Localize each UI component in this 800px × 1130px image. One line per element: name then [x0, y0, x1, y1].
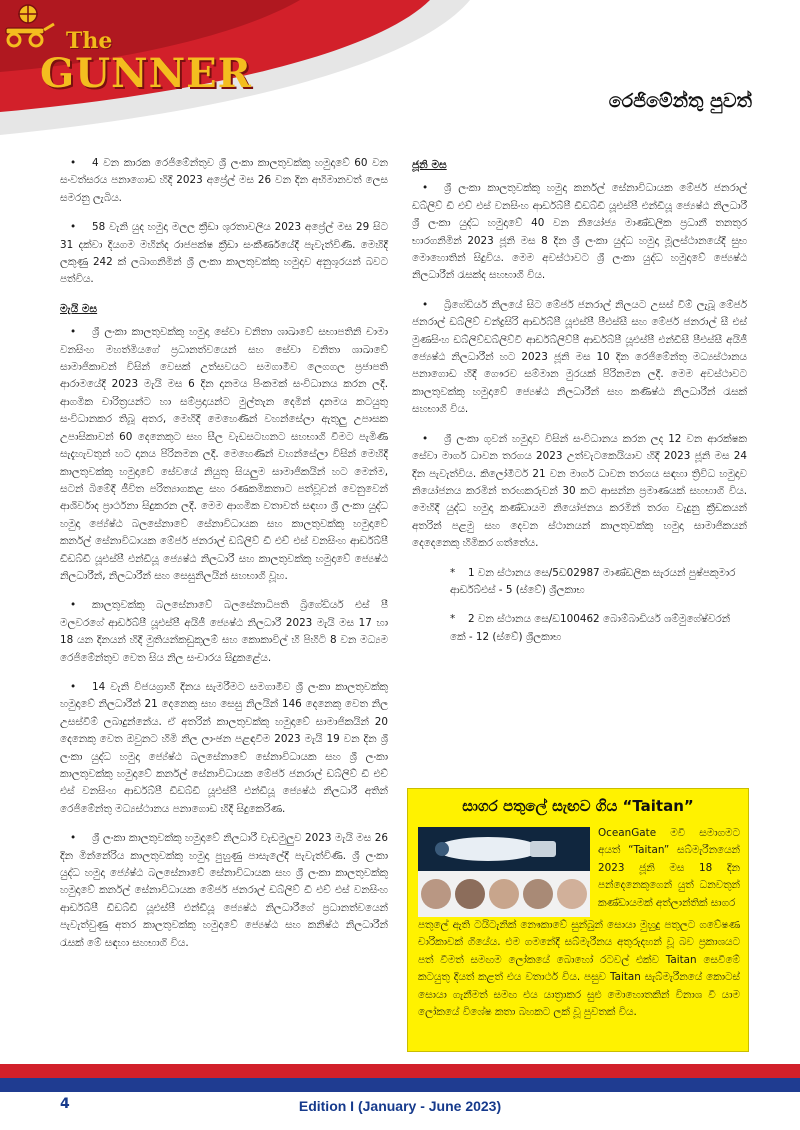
news-item	[60, 155, 388, 207]
bullet-icon: •	[422, 298, 429, 311]
info-box-title: සාගර පතුලේ සැඟව ගිය “Taitan”	[462, 797, 694, 815]
news-text: ශ්‍රී ලංකා ගුවන් හමුදාව විසින් සංවිධානය කරන ලද 12 වන ආරක්ෂක සේවා මාර්ග ධාවන තරගය 2023 උත්වැටකෙයියාව හිදී 2023 ජූනි මස 24 දින පැවැත්විය. කිලෝමීටර් 21 වන මාර්ග ධාවන තරගය සඳහා ත්‍රිවිධ හමුදාව නියෝජනය කරමින් තරඟකරුවන් 30 කට ආසන්න ප්‍රමාණයක් සහභාගි විය. මෙහිදී යුද්ධ හමුදා කණ්ඩායම නියෝජනය කරමින් තරග වැදුනු ක්‍රීඩකයන් අතරින් පළමු සහ දෙවන ස්ථානයන් කාලතුවක්කු හමුදා සාමාජිකයන් දෙදෙනෙකු හිමිකර ගත්තේය.	[412, 432, 747, 550]
submarine-photo	[418, 827, 590, 917]
section-title: රෙජිමේන්තු පුවත්	[608, 90, 752, 112]
news-item	[412, 180, 747, 284]
bullet-icon: •	[422, 432, 429, 445]
winner-entry	[450, 565, 747, 600]
info-box-text-bottom: පතුලේ ඇති ටයිටැනික් නෞකාවේ සුන්බුන් සොයා මුහුදු පතුලට ගවේෂණ චාරිකාවක් ගියේය. එම ගමනේදී සබ්මැරීනය අතුරුදහන් වූ බව ප්‍රකාශයට පත් වීමත් සමඟම ලෝකයේ බොහෝ රටවල් එක්ව Taitan සෙවීමේ කටයුතු දියත් කළත් එය වතාර්ථ විය. පසුව Taitan සැබ්මැරීනයේ කොටස් සොයා ගැනීමත් සමඟ එය යාත්‍රාකර සුළු මොහොතකින් විනාශ වී යාම ලෝකයේ විශේෂ කතා බහකට ලක් වූ පුවතක් විය.	[418, 919, 740, 1019]
edition-label: Edition I (January - June 2023)	[298, 1098, 502, 1114]
winner-entry	[450, 611, 747, 646]
star-icon: *	[450, 613, 456, 626]
bullet-icon: •	[422, 182, 429, 195]
footer-stripes	[0, 1064, 800, 1130]
right-column	[412, 155, 747, 658]
titan-info-box	[407, 788, 749, 1052]
winner-text: 2 වන ස්ථානය සෙ/ඩ100462 බොම්බාඩියර් ශම්මුගේෂ්වරන් කේ - 12 (ස්වේ) ශ්‍රීලකාභ	[450, 613, 731, 643]
bullet-icon: •	[70, 326, 77, 339]
star-icon: *	[450, 566, 456, 579]
logo-the: The	[66, 28, 113, 54]
news-item	[412, 297, 747, 419]
bullet-icon: •	[70, 599, 77, 612]
left-column	[60, 155, 388, 964]
news-text: 58 වැනි යුද හමුදා මලල ක්‍රීඩා ශුරතාවලිය 2023 අප්‍රේල් මස 29 සිට 31 දක්වා දියගම මහින්ද රාජපක්ෂ ක්‍රීඩා සංකීර්ණයේදී පැවැත්විණි. මෙහිදී ලකුණු 242 ක් ලබාගනිමින් ශ්‍රී ලංකා කාලතුවක්කු හමුදාව අනුශූරයන් බවට පත්විය.	[60, 221, 388, 286]
winner-text: 1 වන ස්ථානය සෙ/5ඩ02987 මාණ්ඩලික සැරයන් පුෂ්පකුමාර ආර්ඩබ්එස් - 5 (ස්වේ) ශ්‍රීලකාභ	[450, 566, 736, 596]
news-text: කාලතුවක්කු බලසේනාවේ බලසේනාධිපති බ්‍රිගේඩියර් එස් පී මලවරගේ ආර්ඩබ්පී යූඑස්පී අයිජී ජ්‍යෙෂ්ඨ නිලධාරී 2023 මැයි මස 17 හා 18 යන දිනයන් හිදී මුතියන්කඩුකුලම් සහ කොකාවිල් හි පිහිටි 8 වන මධ්‍යම රෙජිමේන්තුව වෙත සිය නිල සංචාරය සිදුකළේය.	[60, 599, 388, 664]
news-item	[60, 597, 388, 667]
news-text: 4 වන කාරක රෙජිමේන්තුව ශ්‍රී ලංකා කාලතුවක්කු හමුදාවේ 60 වන සංවත්සරය පනාගොඩ හිදී 2023 අප්‍රේල් මස 26 වන දින අභිමානවත් ලෙස සමරනු ලැබිය.	[60, 157, 388, 204]
info-box-text-right: OceanGate මවී සමාගමට අයත් “Taitan” සබ්මැරීනයෙන් 2023 ජූනි මස 18 දින පන්දෙනෙකුගෙන් යුත් ධනවතුන් කණ්ඩායමක් අත්ලාන්තික් සාගර	[598, 827, 740, 909]
page-number: 4	[60, 1096, 70, 1112]
bullet-icon: •	[70, 680, 77, 693]
news-text: 14 වැනි විජයග්‍රාහී දිනය සැමරීමට සමගාමීව ශ්‍රී ලංකා කාලතුවක්කු හමුදාවේ නිලධාරීන් 21 දෙනෙකු සහ සෙසු නිලයින් 146 දෙනෙකු වෙත නිල උසස්වීම් ලබාදුන්නේය. ඒ අතරින් කාලතුවක්කු හමුදාවේ සාමාජිකයින් 20 දෙනෙකු වෙත ඔවුනට හිමි නිල ලාංඡන පළඳවීම 2023 මැයි 19 වන දින ශ්‍රී ලංකා යුද්ධ හමුදා ජ්‍යේෂ්ඨ බලසේනාවේ සේනාවිධායක සහ ශ්‍රී ලංකා කාලතුවක්කු හමුදාවේ කර්නල් සේනාවිධායක මේජර් ජනරාල් ඩබ්ලිව් ඩී එච් එස් වනසිංහ ආර්ඩබ්පී ඩීඩබ්ඩී යූඑස්පී එන්ඩීයූ ජ්‍යෙෂ්ඨ නිලධාරී අතින් රෙජිමේන්තු මධ්‍යස්ථානය පනාගොඩ හිදී සිදුකෙරිණ.	[60, 680, 388, 815]
bullet-icon: •	[70, 157, 77, 169]
subheading-may: මැයි මස	[60, 302, 98, 315]
news-item	[60, 830, 388, 952]
artillery-crest-icon	[0, 0, 56, 48]
news-text: ශ්‍රී ලංකා කාලතුවක්කු හමුදා සේවා වනිතා ශාඛාවේ සභාපතිනි චාමා වනසිංහ මහත්මියගේ ප්‍රධානත්වයෙන් සහ සේවා වනිතා ශාඛාවේ සාමාජිකාවන් විසින් වෙසක් උත්සවයට සමගාමීව ලෙගගල ප්‍රජාපති ආරාමයේදී 2023 මැයි මස 6 දින දානමය පිංකමක් සංවිධානය කරන ලදී. ආගමික චාරිත්‍රයන්ට හා සම්ප්‍රදායන්ට මුල්තැන දෙමින් දානමය කටයුතු සංවිධානකර තිබූ අතර, මෙහිදී මෙහෙණින් වහන්සේලා ඇතුලු උපාසක උපාසිකාවන් 60 දෙනෙකුට සහ සීල වැඩසටහනට සහභාගි වීමට පැමිණි සැදැහැවතුන් හට දානය පිරිනමන ලදී. මෙහෙණින් වහන්සේලා විසින් මෙහිදී කාලතුවක්කු හමුදාවේ සේවයේ නියුතු සියලුම සාමාජිකයින් හට මෙන්ම, සටන් බිමේදී ජීවිත පරිත්‍යාගකළ සහ රණකමිකතාට පත්වූවන් වෙනුවෙන් ආශිර්වාද ප්‍රාර්ථනා සිදුකරන ලදී. මෙම ආගමික වතාවත් සඳහා ශ්‍රී ලංකා යුද්ධ හමුදා ජ්‍යේෂ්ඨ බලසේනාවේ සේනාවිධායක සහ කාලතුවක්කු හමුදාවේ කර්නල් සේනාවිධායක මේජර් ජනරාල් ඩබ්ලිව් ඩී එච් එස් වනසිංහ ආර්ඩබ්පී ඩීඩබ්ඩී යූඑස්පී එන්ඩීයූ ජ්‍යෙෂ්ඨ නිලධාරී සහ කාලතුවක්කු හමුදාවේ ජ්‍යෙෂ්ඨ නිලධාරීන්, නිලධාරීන් සහ සෙසුනිලයින් සහභාගි වූහ.	[60, 326, 388, 582]
news-text: ශ්‍රී ලංකා කාලතුවක්කු හමුදාවේ නිලධාරී වැඩමුලුව 2023 මැයි මස 26 දින මින්නේරිය කාලතුවක්කු හමුදා පුහුණු පාසැලේදී පැවැත්විණි. ශ්‍රී ලංකා යුද්ධ හමුදා ජ්‍යේෂ්ඨ බලසේනාවේ සේනාවිධායක සහ ශ්‍රී ලංකා කාලතුවක්කු හමුදාවේ කර්නල් සේනාවිධායක මේජර් ජනරාල් ඩබ්ලිව් ඩී එච් එස් වනසිංහ ආර්ඩබ්පී ඩීඩබ්ඩී යූඑස්පී එන්ඩීයූ ජ්‍යෙෂ්ඨ නිලධාරීගේ ප්‍රධානත්වයෙන් පැවැත්වුණු අතර කාලතුවක්කු හමුදාවේ ජ්‍යෙෂ්ඨ සහ කනිෂ්ඨ නිලධාරීන් රැසක් මේ සඳහා සහභාගි විය.	[60, 832, 388, 949]
subheading-june: ජූනි මස	[412, 159, 447, 171]
news-text: බ්‍රිගේඩියර් නිලයේ සිට මේජර් ජනරාල් නිලයට උසස් වීම් ලැබූ මේජර් ජනරාල් ඩබ්ලිව් චන්ද්‍රසිරි ආර්ඩබ්පී යූඑස්පී පීඑස්සී සහ මේජර් ජනරාල් සී එස් මුණසිංහ ඩබ්ලිව්ඩබ්ලිව්වී ආර්ඩබ්ලිව්පී ආර්ඩබ්පී යූඑස්පී එන්ඩීසී පීඑස්සී අයිජී ජ්‍යෙෂ්ඨ නිලධාරීන් හට 2023 ජූනි මස 10 දින රෙජිමේන්තු මධ්‍යස්ථානය පනාගොඩ හිදී ගෞරව සම්මාන මුරයක් පිරිනමන ලදී. මෙම අවස්ථාවට කාලතුවක්කු හමුදාවේ ජ්‍යෙෂ්ඨ නිලධාරීන් සහ කණිෂ්ඨ නිලධාරීන් රැසක් සහභාගි විය.	[412, 298, 747, 416]
news-text: ශ්‍රී ලංකා කාලතුවක්කු හමුදා කර්නල් සේනාවිධායක මේජර් ජනරාල් ඩබ්ලිව් ඩී එච් එස් වනසිංහ ආර්ඩබ්පී ඩීඩබ්ඩී යූඑස්පී එන්ඩීයූ ජ්‍යෙෂ්ඨ නිලධාරී ශ්‍රී ලංකා යුද්ධ හමුදාවේ 40 වන නියෝජ්‍ය මාණ්ඩලික ප්‍රධානී තනතුර භාරගනිමින් 2023 ජූනි මස 8 දින ශ්‍රී ලංකා යුද්ධ හමුදා මූලස්ථානයේදී සුභ මොහොතින් සිදුවිය. මෙම අවස්ථාවට ශ්‍රී ලංකා යුද්ධ හමුදාවේ ජ්‍යෙෂ්ඨ නිලධාරීන් රැසක්ද සහභාගි විය.	[412, 182, 747, 282]
bullet-icon: •	[70, 221, 77, 234]
footer-band	[0, 1064, 800, 1130]
news-item	[412, 431, 747, 553]
news-item	[60, 219, 388, 289]
news-item	[60, 679, 388, 818]
logo-gunner: GUNNER	[40, 50, 252, 97]
bullet-icon: •	[70, 832, 77, 845]
page-header	[0, 0, 800, 150]
news-item	[60, 324, 388, 585]
